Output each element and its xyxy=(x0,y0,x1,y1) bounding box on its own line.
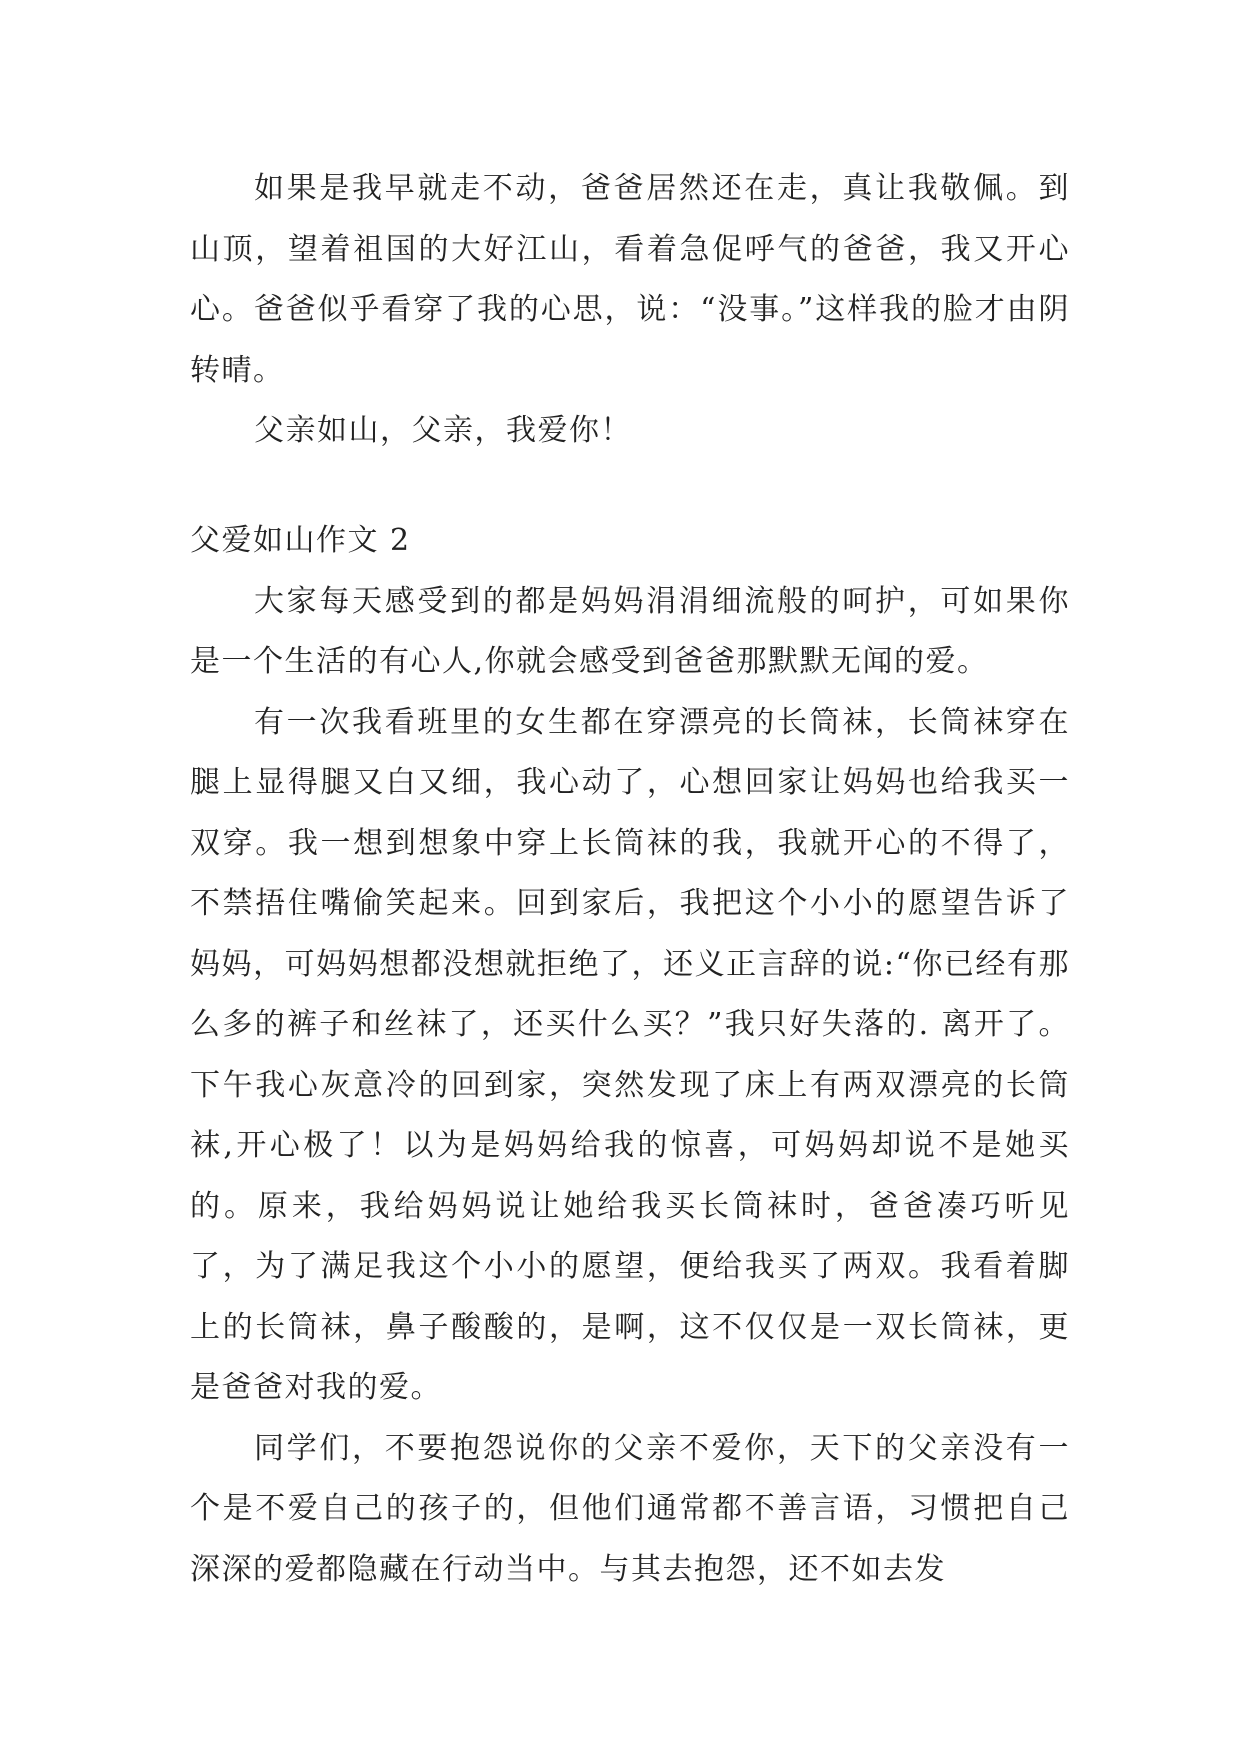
paragraph-mountain-top: 如果是我早就走不动，爸爸居然还在走，真让我敬佩。到山顶，望着祖国的大好江山，看着急促呼气的爸爸，我又开心心。爸爸似乎看穿了我的心思，说：“没事。”这样我的脸才由阴转晴。 xyxy=(190,171,1070,388)
paragraph-father-like-mountain: 父亲如山，父亲，我爱你！ xyxy=(254,413,632,448)
paragraph-classmates: 同学们，不要抱怨说你的父亲不爱你，天下的父亲没有一个是不爱自己的孩子的，但他们通常都不善言语，习惯把自己深深的爱都隐藏在行动当中。与其去抱怨，还不如去发 xyxy=(190,1430,1070,1587)
essay-section-1 xyxy=(190,159,1070,462)
essay-section-2 xyxy=(190,511,1070,1600)
paragraph-mother-care: 大家每天感受到的都是妈妈涓涓细流般的呵护，可如果你是一个生活的有心人,你就会感受到爸爸那默默无闻的爱。 xyxy=(190,583,1070,679)
essay-heading: 父爱如山作文 2 xyxy=(190,523,411,558)
paragraph-stockings-story: 有一次我看班里的女生都在穿漂亮的长筒袜，长筒袜穿在腿上显得腿又白又细，我心动了，心想回家让妈妈也给我买一双穿。我一想到想象中穿上长筒袜的我，我就开心的不得了，不禁捂住嘴偷笑起来。回到家后，我把这个小小的愿望告诉了妈妈，可妈妈想都没想就拒绝了，还义正言辞的说:“你已经有那么多的裤子和丝袜了，还买什么买？”我只好失落的. 离开了。下午我心灰意冷的回到家，突然发现了床上有两双漂亮的长筒袜,开心极了！以为是妈妈给我的惊喜，可妈妈却说不是她买的。原来，我给妈妈说让她给我买长筒袜时，爸爸凑巧听见了，为了满足我这个小小的愿望，便给我买了两双。我看着脚上的长筒袜，鼻子酸酸的，是啊，这不仅仅是一双长筒袜，更是爸爸对我的爱。 xyxy=(190,704,1070,1405)
